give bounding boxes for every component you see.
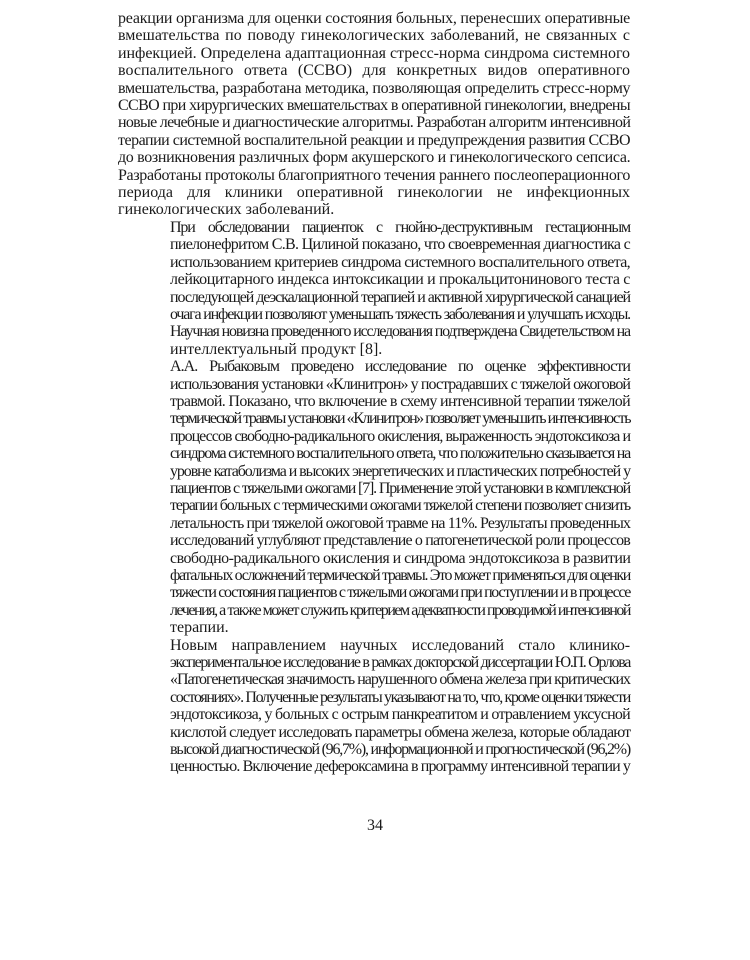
text-line: периода для клиники оперативной гинекологии не инфекционных [118,184,630,202]
text-line: процессов свободно-радикального окисления, выраженность эндотоксикоза и [170,427,630,445]
text-line: использованием критериев синдрома системного воспалительного ответа, [170,253,630,271]
paragraph-pyelonephritis [118,219,630,358]
text-line: состояниях». Полученные результаты указывают на то, что, кроме оценки тяжести [170,688,630,706]
paragraph-iron-metabolism [118,637,630,776]
paragraph-ssvo-stress-norm [118,10,630,219]
text-line: А.А. Рыбаковым проведено исследование по оценке эффективности [170,358,630,376]
text-line: терапии. [170,619,229,637]
text-line: терапии больных с термическими ожогами тяжелой степени позволяет снизить [170,497,630,515]
text-line: синдрома системного воспалительного ответа, что положительно сказывается на [170,445,630,463]
text-line: интеллектуальный продукт [8]. [170,340,383,358]
text-line: свободно-радикального окисления и синдрома эндотоксикоза в развитии [170,549,631,567]
text-line: термической травмы установки «Клинитрон» позволяет уменьшить интенсивность [170,410,631,428]
text-line: терапии системной воспалительной реакции и предупреждения развития ССВО [118,131,631,149]
text-line: экспериментальное исследование в рамках докторской диссертации Ю.П. Орлова [170,654,630,672]
text-line: очага инфекции позволяют уменьшать тяжесть заболевания и улучшать исходы. [170,305,630,323]
text-line: ценностью. Включение дефероксамина в программу интенсивной терапии у [170,758,630,776]
page-number: 34 [367,817,383,834]
text-line: кислотой следует исследовать параметры обмена железа, которые обладают [170,723,631,741]
text-line: Разработаны протоколы благоприятного течения раннего послеоперационного [118,166,630,184]
text-line: лейкоцитарного индекса интоксикации и прокальцитонинового теста с [170,271,630,289]
text-line: пациентов с тяжелыми ожогами [7]. Применение этой установки в комплексной [170,479,630,497]
text-line: новые лечебные и диагностические алгоритмы. Разработан алгоритм интенсивной [118,114,631,132]
text-line: последующей деэскалационной терапией и активной хирургической санацией [170,288,630,306]
text-line: Научная новизна проведенного исследования подтверждена Свидетельством на [170,323,630,341]
paragraph-clinitron [118,358,630,637]
text-line: травмой. Показано, что включение в схему интенсивной терапии тяжелой [170,392,630,410]
document-page [118,10,630,776]
text-line: лечения, а также может служить критерием адекватности проводимой интенсивной [170,601,630,619]
text-line: воспалительного ответа (ССВО) для конкретных видов оперативного [118,62,630,80]
text-line: реакции организма для оценки состояния больных, перенесших оперативные [118,10,631,27]
text-line: При обследовании пациенток с гнойно-деструктивным гестационным [170,218,630,236]
text-line: тяжести состояния пациентов с тяжелыми ожогами при поступлении и в процессе [170,584,630,602]
text-line: фатальных осложнений термической травмы. Это может применяться для оценки [170,567,630,584]
text-line: пиелонефритом С.В. Цилиной показано, что своевременная диагностика с [170,236,630,254]
text-line: «Патогенетическая значимость нарушенного обмена железа при критических [170,671,630,689]
text-line: ССВО при хирургических вмешательствах в оперативной гинекологии, внедрены [118,97,630,115]
text-line: летальность при тяжелой ожоговой травме на 11%. Результаты проведенных [170,514,631,532]
text-line: Новым направлением научных исследований стало клинико- [170,636,630,654]
text-line: до возникновения различных форм акушерского и гинекологического сепсиса. [118,149,631,167]
text-line: высокой диагностической (96,7%), информационной и прогностической (96,2%) [170,741,630,759]
text-line: эндотоксикоза, у больных с острым панкреатитом и отравлением уксусной [170,706,630,724]
text-line: уровне катаболизма и высоких энергетических и пластических потребностей у [170,462,630,480]
text-line: гинекологических заболеваний. [118,201,335,219]
text-line: вмешательства по поводу гинекологических заболеваний, не связанных с [118,27,630,45]
text-line: вмешательства, разработана методика, позволяющая определить стресс-норму [118,79,631,97]
text-line: использования установки «Клинитрон» у пострадавших с тяжелой ожоговой [170,375,630,393]
text-line: инфекцией. Определена адаптационная стресс-норма синдрома системного [118,44,630,62]
text-line: исследований углубляют представление о патогенетической роли процессов [170,532,630,550]
